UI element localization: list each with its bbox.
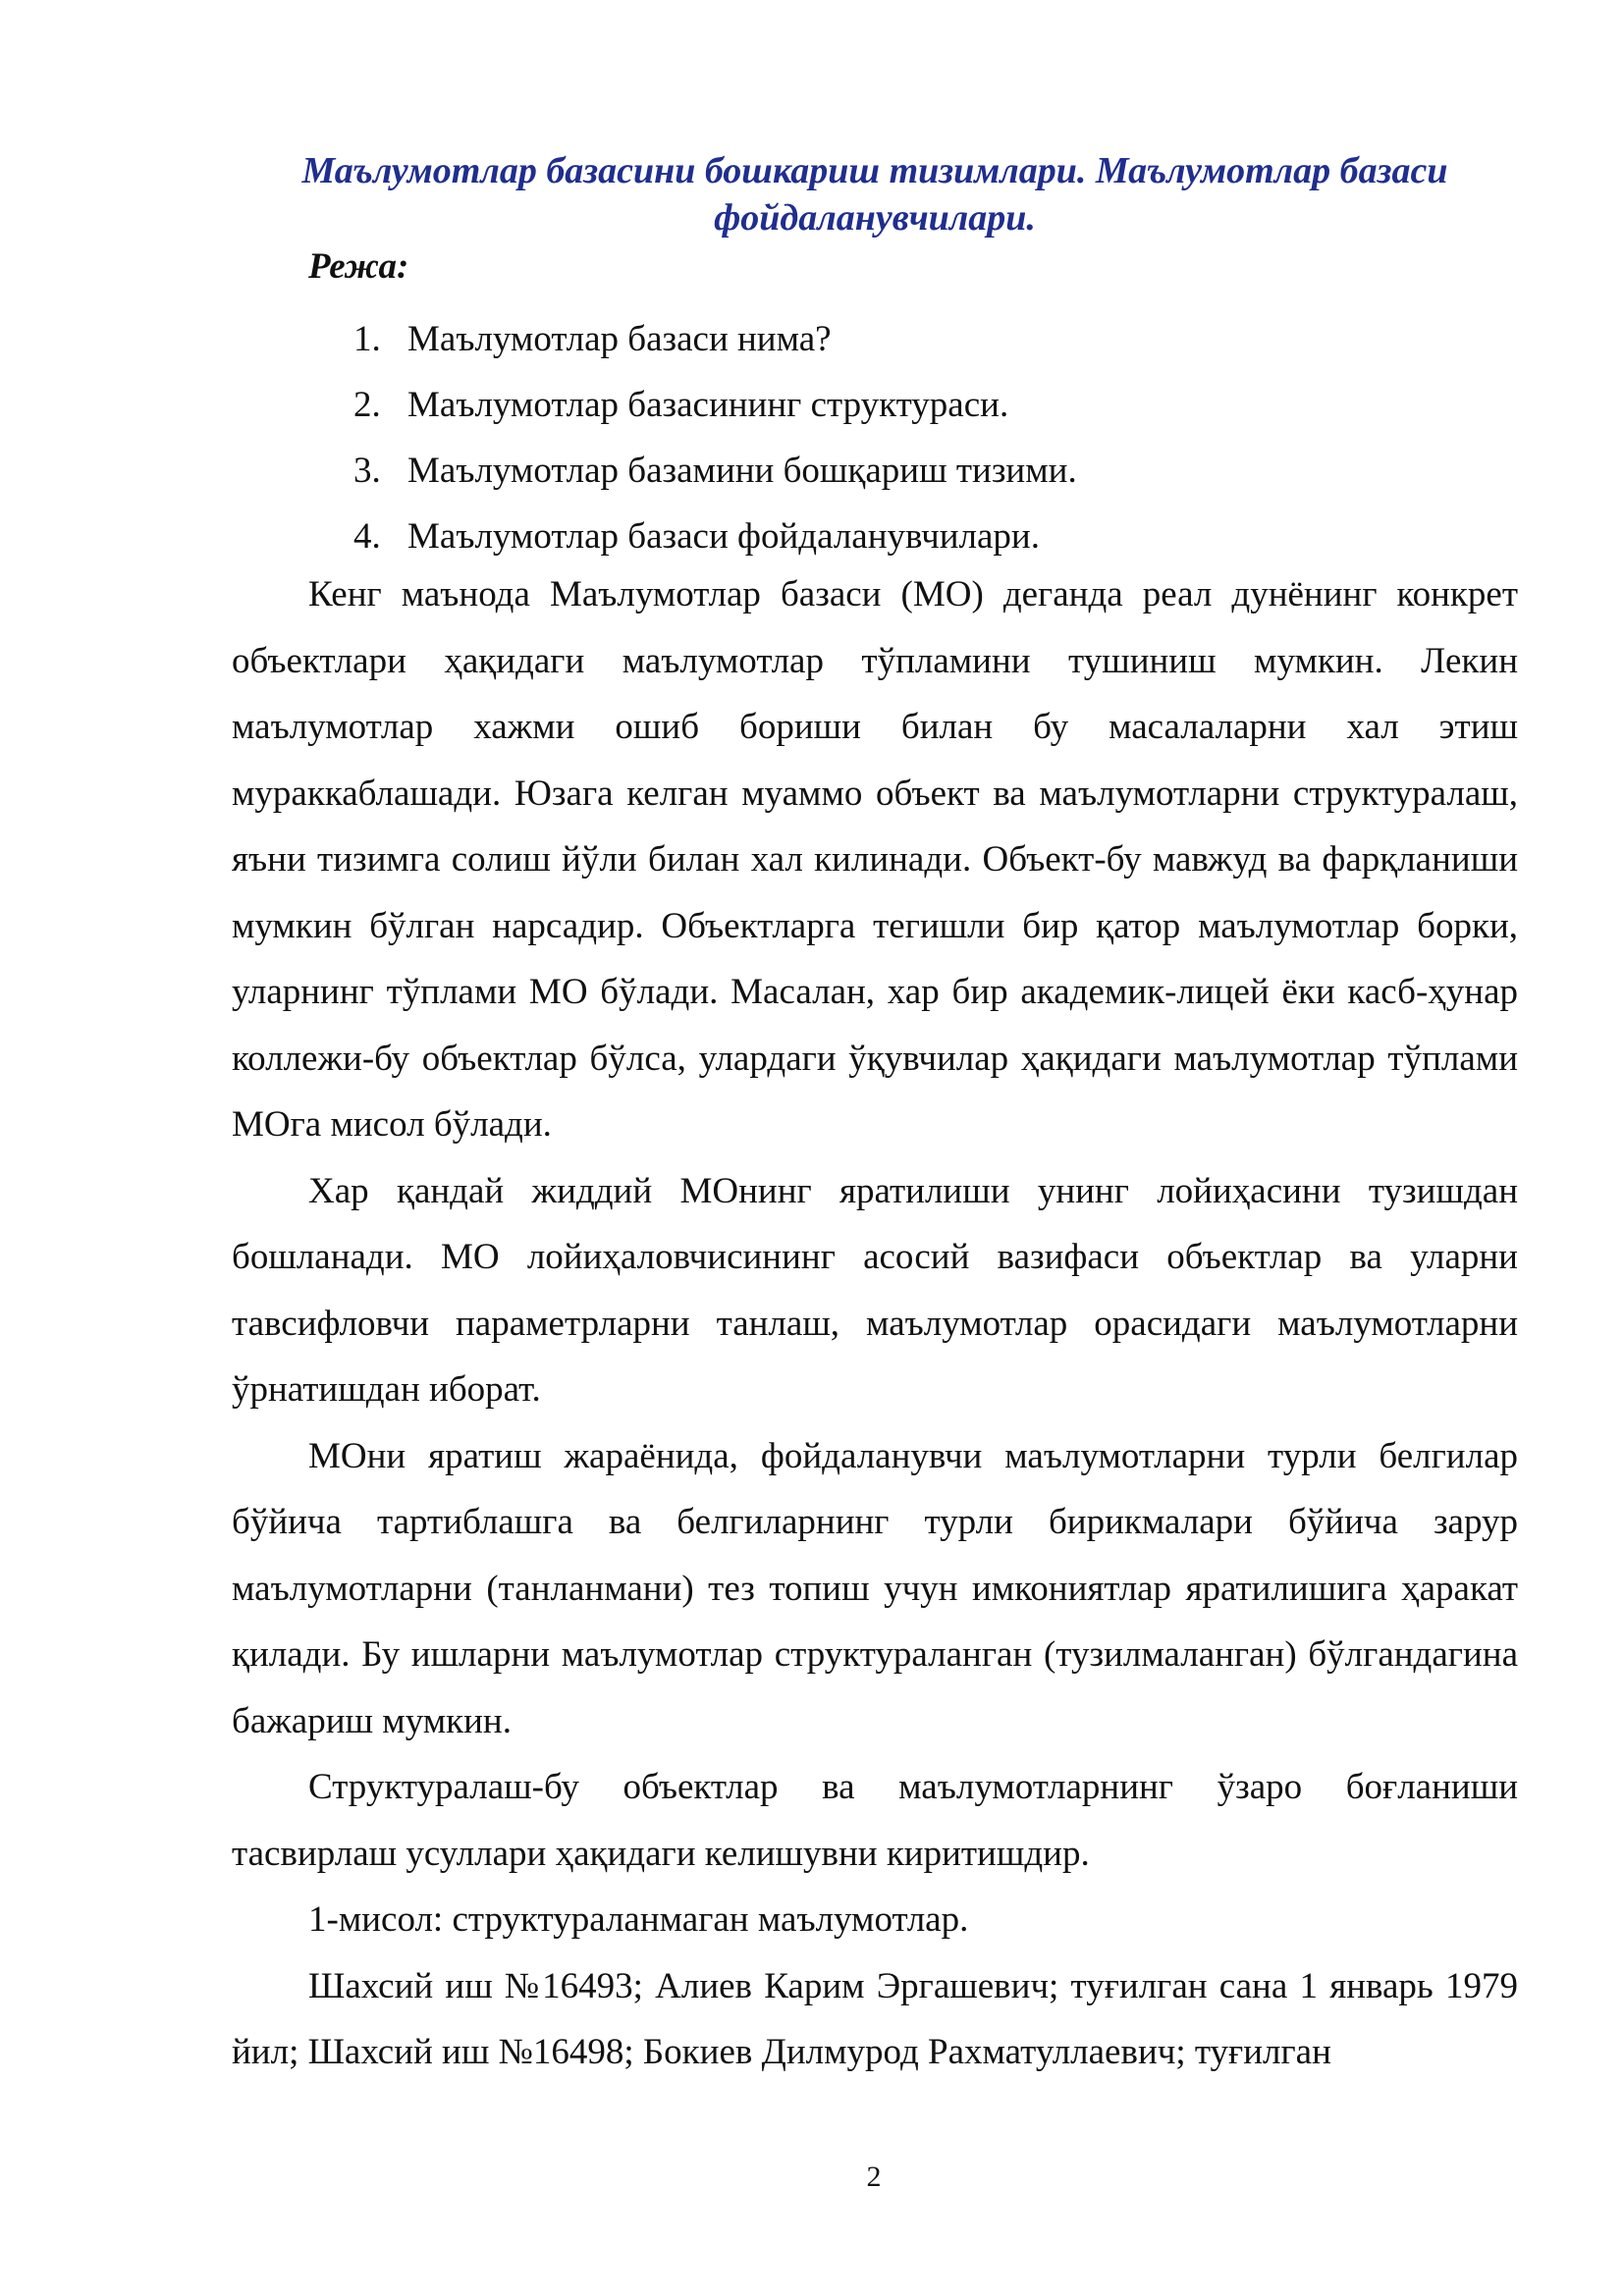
paragraph-example-data: Шахсий иш №16493; Алиев Карим Эргашевич; туғилган сана 1 январь 1979 йил; Шахсий иш №16498; Бокиев Дилмурод Рахматуллаевич; туғилган	[232, 1965, 1518, 2072]
plan-item-number: 3.	[353, 451, 381, 491]
page-number: 2	[866, 2161, 882, 2193]
plan-heading: Режа:	[308, 246, 409, 287]
plan-item-text: Маълумотлар базамини бошқариш тизими.	[407, 451, 1077, 491]
plan-item-text: Маълумотлар базаси фойдаланувчилари.	[407, 516, 1040, 557]
plan-item-2	[353, 372, 1077, 438]
page-title: Маълумотлар базасини бошкариш тизимлари. Маълумотлар базаси фойдаланувчилари.	[301, 150, 1448, 239]
paragraph-creation: МОни яратиш жараёнида, фойдаланувчи маълумотларни турли белгилар бўйича тартиблашга ва белгиларнинг турли бирикмалари бўйича зарур маълумотларни (танланмани) тез топиш учун имкониятлар яратилишига ҳаракат қилади. Бу ишларни маълумотлар структураланган (тузилмаланган) бўлгандагина бажариш мумкин.	[232, 1435, 1518, 1741]
plan-item-number: 2.	[353, 385, 381, 425]
paragraph-example-heading: 1-мисол: структураланмаган маълумотлар.	[308, 1899, 969, 1940]
paragraph-design: Хар қандай жиддий МОнинг яратилиши унинг лойиҳасини тузишдан бошланади. МО лойиҳаловчисининг асосий вазифаси объектлар ва уларни тавсифловчи параметрларни танлаш, маълумотлар орасидаги маълумотларни ўрнатишдан иборат.	[232, 1170, 1518, 1410]
plan-list	[353, 306, 1077, 569]
paragraph-structuring: Структуралаш-бу объектлар ва маълумотларнинг ўзаро боғланиши тасвирлаш усуллари ҳақидаги келишувни киритишдир.	[232, 1767, 1518, 1874]
body-text	[232, 561, 1518, 2086]
plan-item-text: Маълумотлар базасининг структураси.	[407, 385, 1009, 425]
plan-item-3	[353, 438, 1077, 504]
plan-item-4	[353, 504, 1077, 569]
paragraph-definition: Кенг маънода Маълумотлар базаси (МО) деганда реал дунёнинг конкрет объектлари ҳақидаги маълумотлар тўпламини тушиниш мумкин. Лекин маълумотлар хажми ошиб бориши билан бу масалаларни хал этиш мураккаблашади. Юзага келган муаммо объект ва маълумотларни структуралаш, яъни тизимга солиш йўли билан хал килинади. Объект-бу мавжуд ва фарқланиши мумкин бўлган нарсадир. Объектларга тегишли бир қатор маълумотлар борки, уларнинг тўплами МО бўлади. Масалан, хар бир академик-лицей ёки касб-ҳунар коллежи-бу объектлар бўлса, улардаги ўқувчилар ҳақидаги маълумотлар тўплами МОга мисол бўлади.	[232, 574, 1518, 1145]
plan-item-number: 4.	[353, 516, 381, 557]
plan-item-number: 1.	[353, 319, 381, 359]
plan-item-1	[353, 306, 1077, 372]
plan-item-text: Маълумотлар базаси нима?	[407, 319, 832, 359]
